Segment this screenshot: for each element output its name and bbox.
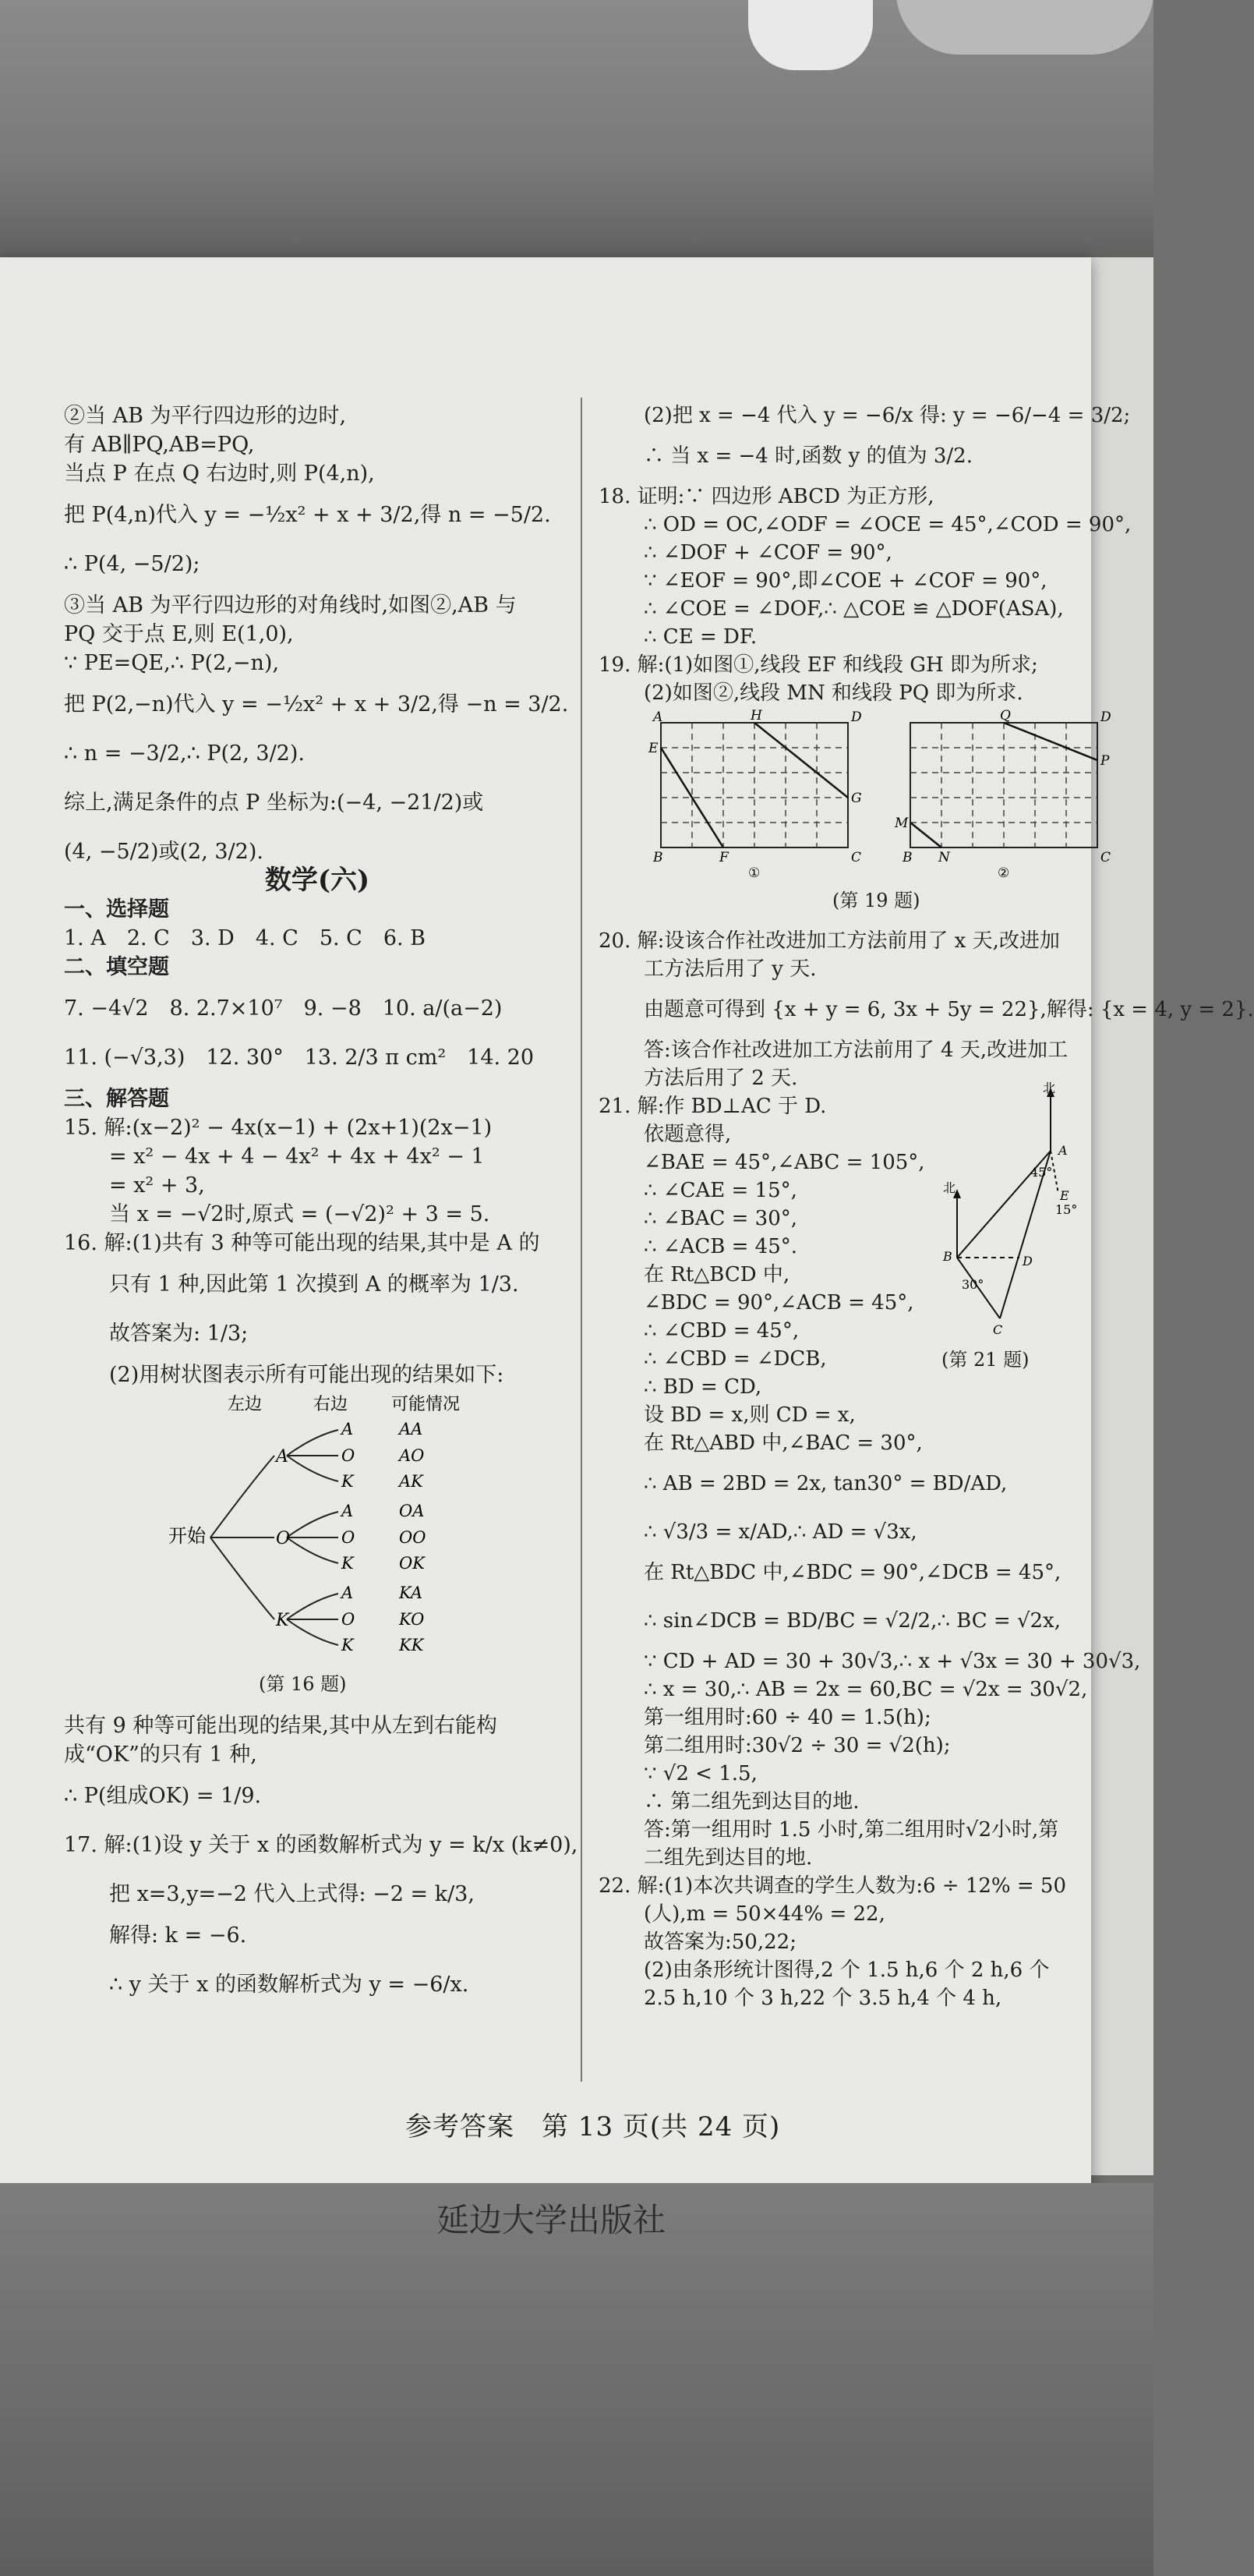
tree-node: A [341,1583,354,1602]
text-line: 答:该合作社改进加工方法前用了 4 天,改进加工 [644,1039,1069,1062]
text-line: 16. 解:(1)共有 3 种等可能出现的结果,其中是 A 的 [64,1231,540,1255]
text-line: ∴ n = −3/2,∴ P(2, 3/2). [64,741,305,766]
text-line: 故答案为: 1/3; [109,1322,249,1346]
text-line: ∴ ∠BAC = 30°, [644,1207,798,1230]
fig19-label: H [751,708,762,724]
text-line: (2)用树状图表示所有可能出现的结果如下: [109,1363,504,1387]
fig21-label: 北 [943,1180,956,1195]
tree-node: K [341,1636,354,1654]
fig21-label: B [943,1249,952,1264]
text-line: (人),m = 50×44% = 22, [644,1902,885,1926]
fig19-label: P [1100,753,1110,769]
problem-21-block [599,1081,1141,1872]
text-line: PQ 交于点 E,则 E(1,0), [64,622,294,646]
fig19-sub: ① [748,865,761,881]
tree-header: 可能情况 [391,1395,461,1414]
text-line: 22. 解:(1)本次共调查的学生人数为:6 ÷ 12% = 50 [599,1874,1067,1898]
text-line: 当点 P 在点 Q 右边时,则 P(4,n), [64,462,375,486]
fig19-label: B [903,850,913,865]
text-line: ∴ ∠CAE = 15°, [644,1179,797,1202]
text-line: 把 P(4,n)代入 y = −½x² + x + 3/2,得 n = −5/2. [64,503,551,527]
fig19-label: A [653,709,663,725]
text-line: 工方法后用了 y 天. [644,957,817,981]
text-line: ∴ AB = 2BD = 2x, tan30° = BD/AD, [644,1472,1008,1495]
text-line: ∠BAE = 45°,∠ABC = 105°, [644,1151,925,1174]
text-line: ∴ sin∠DCB = BD/BC = √2/2,∴ BC = √2x, [644,1609,1061,1633]
tree-outcome: OK [399,1554,425,1573]
tree-outcome: OA [399,1502,425,1520]
fig21-label: 30° [962,1277,984,1292]
tree-header: 左边 [228,1395,263,1414]
text-line: 只有 1 种,因此第 1 次摸到 A 的概率为 1/3. [109,1272,519,1297]
text-line: ②当 AB 为平行四边形的边时, [64,404,347,428]
fig21-label: C [993,1322,1003,1337]
text-line: 在 Rt△ABD 中,∠BAC = 30°, [644,1431,923,1455]
text-line: = x² − 4x + 4 − 4x² + 4x + 4x² − 1 [109,1145,485,1169]
text-line: ③当 AB 为平行四边形的对角线时,如图②,AB 与 [64,593,517,617]
text-line: 把 x=3,y=−2 代入上式得: −2 = k/3, [109,1882,475,1906]
text-line: 20. 解:设该合作社改进加工方法前用了 x 天,改进加 [599,929,1060,953]
fig21-label: A [1058,1143,1068,1158]
text-line: ∴ y 关于 x 的函数解析式为 y = −6/x. [109,1973,469,1997]
tree-node: O [341,1446,355,1465]
text-line: ∴ x = 30,∴ AB = 2x = 60,BC = √2x = 30√2, [644,1678,1088,1701]
text-line: 1. A 2. C 3. D 4. C 5. C 6. B [64,926,426,950]
text-line: ∴ ∠CBD = ∠DCB, [644,1347,827,1371]
text-line: 解得: k = −6. [109,1923,247,1948]
figure-caption: (第 21 题) [941,1349,1030,1371]
fig21-label: E [1060,1188,1069,1203]
text-line: ∴ √3/3 = x/AD,∴ AD = √3x, [644,1520,917,1544]
figure-21 [941,1081,1078,1342]
section-heading: 一、选择题 [64,897,169,922]
text-line: 把 P(2,−n)代入 y = −½x² + x + 3/2,得 −n = 3/2. [64,692,569,717]
text-line: 依题意得, [644,1123,732,1146]
text-line: ∠BDC = 90°,∠ACB = 45°, [644,1291,914,1315]
text-line: 17. 解:(1)设 y 关于 x 的函数解析式为 y = k/x (k≠0), [64,1833,578,1857]
text-line: ∴ P(4, −5/2); [64,552,200,576]
text-line: 在 Rt△BCD 中, [644,1263,790,1286]
fig19-label: D [1100,709,1111,725]
text-line: ∴ 第二组先到达目的地. [644,1790,860,1813]
tree-outcome: KO [399,1610,425,1629]
figure-caption: (第 16 题) [259,1673,347,1695]
text-line: 21. 解:作 BD⊥AC 于 D. [599,1095,827,1118]
tree-outcome: AK [399,1472,423,1491]
fig19-label: M [895,816,909,831]
tree-outcome: KA [399,1583,423,1602]
fig19-label: C [851,850,862,865]
text-line: 15. 解:(x−2)² − 4x(x−1) + (2x+1)(2x−1) [64,1116,493,1140]
fig19-label: B [653,850,663,865]
tree-node: A [341,1420,354,1438]
text-line: 7. −4√2 8. 2.7×10⁷ 9. −8 10. a/(a−2) [64,996,503,1021]
tree-outcome: KK [399,1636,424,1654]
tree-outcome: AA [399,1420,423,1438]
text-line: ∴ ∠ACB = 45°. [644,1235,798,1258]
fig21-label: 45° [1030,1165,1053,1180]
text-line: (2)把 x = −4 代入 y = −6/x 得: y = −6/−4 = 3/2; [644,404,1131,427]
text-line: 二组先到达目的地. [644,1846,813,1870]
text-line: ∵ √2 < 1.5, [644,1762,758,1785]
text-line: 设 BD = x,则 CD = x, [644,1403,856,1427]
text-line: 11. (−√3,3) 12. 30° 13. 2/3 π cm² 14. 20 [64,1046,535,1070]
text-line: ∴ 当 x = −4 时,函数 y 的值为 3/2. [644,444,973,468]
text-line: 18. 证明:∵ 四边形 ABCD 为正方形, [599,485,934,508]
tree-node: A [276,1447,288,1467]
text-line: ∴ BD = CD, [644,1375,762,1399]
fig19-label: G [851,791,862,806]
figure-caption: (第 19 题) [832,890,920,911]
fig19-label: N [938,850,950,865]
publisher-name: 延边大学出版社 [436,2201,666,2239]
text-line: ∵ PE=QE,∴ P(2,−n), [64,651,280,675]
text-line: 19. 解:(1)如图①,线段 EF 和线段 GH 即为所求; [599,653,1038,677]
section-heading: 二、填空题 [64,955,169,979]
fig21-label: 15° [1055,1202,1078,1217]
text-line: ∵ CD + AD = 30 + 30√3,∴ x + √3x = 30 + 30√3, [644,1650,1141,1673]
text-line: (2)由条形统计图得,2 个 1.5 h,6 个 2 h,6 个 [644,1959,1050,1982]
text-line: 综上,满足条件的点 P 坐标为:(−4, −21/2)或 [64,791,484,815]
figure-19 [599,707,1111,886]
fig19-label: D [851,709,862,725]
right-column [599,402,1254,2012]
fig21-label: 北 [1043,1081,1056,1095]
column-divider [581,398,582,2082]
tree-outcome: OO [399,1528,426,1547]
tree-node: K [341,1554,354,1573]
next-page-edge [1085,257,1153,2175]
text-line: 故答案为:50,22; [644,1930,797,1954]
text-line: 在 Rt△BDC 中,∠BDC = 90°,∠DCB = 45°, [644,1561,1061,1584]
desk-background-bottom [0,2183,1153,2576]
tree-node: K [276,1611,289,1630]
text-line: ∴ ∠CBD = 45°, [644,1319,800,1343]
text-line: ∴ ∠DOF + ∠COF = 90°, [644,541,892,564]
text-line: 当 x = −√2时,原式 = (−√2)² + 3 = 5. [109,1202,490,1226]
fig19-label: Q [1000,708,1011,724]
text-line: ∴ OD = OC,∠ODF = ∠OCE = 45°,∠COD = 90°, [644,513,1132,536]
section-heading: 三、解答题 [64,1087,169,1111]
fig19-label: C [1100,850,1111,865]
fig19-label: F [719,850,729,865]
tree-start: 开始 [168,1525,206,1547]
tree-node: K [341,1472,354,1491]
text-line: 成“OK”的只有 1 种, [64,1743,257,1767]
text-line: 由题意可得到 {x + y = 6, 3x + 5y = 22},解得: {x = 4, y = 2}. [644,998,1254,1021]
page-footer: 参考答案 第 13 页(共 24 页) [405,2111,781,2143]
text-line: ∴ ∠COE = ∠DOF,∴ △COE ≌ △DOF(ASA), [644,597,1064,621]
text-line: ∴ CE = DF. [644,625,758,649]
text-line: 第一组用时:60 ÷ 40 = 1.5(h); [644,1706,931,1729]
tree-node: O [341,1610,355,1629]
tree-node: O [341,1528,355,1547]
tree-header: 右边 [313,1395,348,1414]
text-line: ∴ P(组成OK) = 1/9. [64,1784,262,1808]
text-line: 共有 9 种等可能出现的结果,其中从左到右能构 [64,1714,497,1738]
tree-node: O [276,1529,291,1548]
text-line: 方法后用了 2 天. [644,1067,798,1090]
glass-object [896,0,1153,55]
text-line: 第二组用时:30√2 ÷ 30 = √2(h); [644,1734,951,1757]
text-line: ∵ ∠EOF = 90°,即∠COE + ∠COF = 90°, [644,569,1047,593]
text-line: 有 AB∥PQ,AB=PQ, [64,433,255,457]
left-column [64,402,578,1999]
text-line: (2)如图②,线段 MN 和线段 PQ 即为所求. [644,681,1023,705]
text-line: 2.5 h,10 个 3 h,22 个 3.5 h,4 个 4 h, [644,1987,1002,2010]
section-title: 数学(六) [264,865,370,896]
tree-outcome: AO [399,1446,425,1465]
tree-node: A [341,1502,354,1520]
tree-diagram [165,1389,602,1670]
fig19-sub: ② [998,865,1010,881]
cup-object [748,0,873,70]
text-line: (4, −5/2)或(2, 3/2). [64,840,263,864]
fig21-label: D [1023,1254,1033,1269]
text-line: = x² + 3, [109,1173,205,1198]
fig19-label: E [648,741,659,756]
text-line: 答:第一组用时 1.5 小时,第二组用时√2小时,第 [644,1818,1059,1842]
